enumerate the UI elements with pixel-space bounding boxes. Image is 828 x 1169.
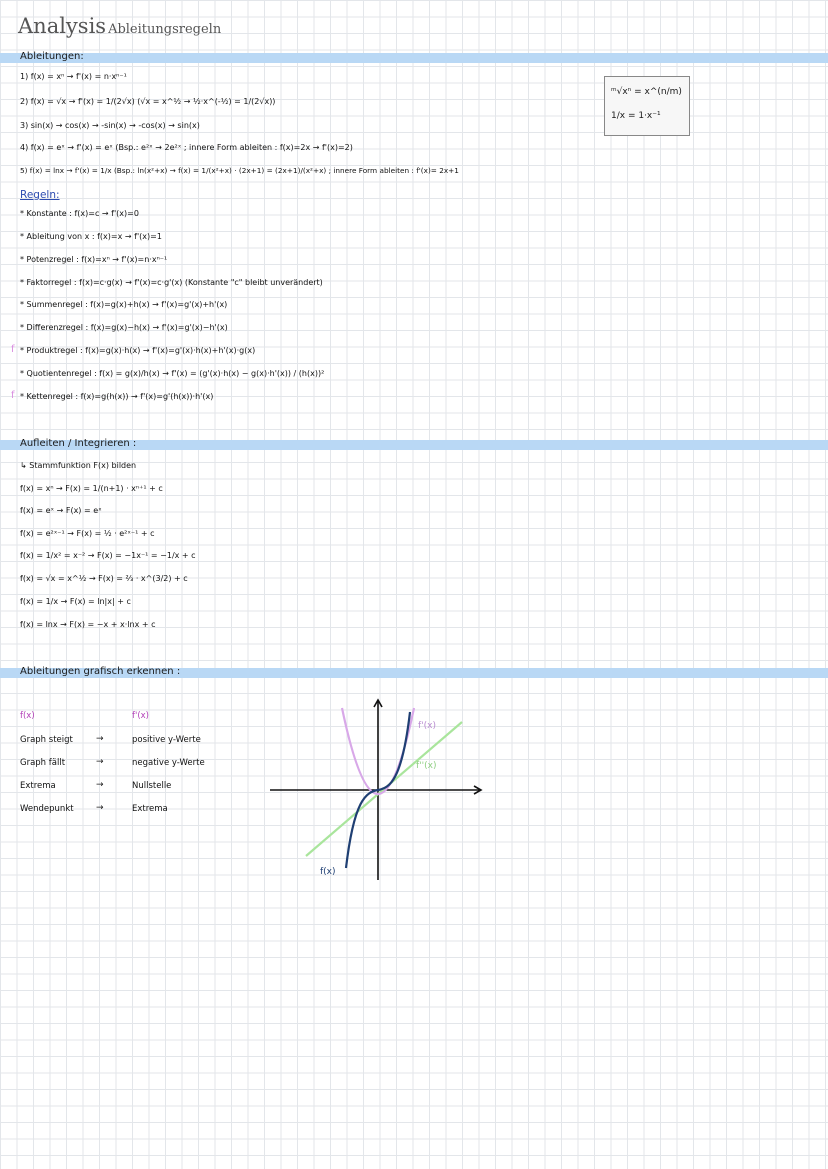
title-subtitle: Ableitungsregeln [108, 22, 222, 37]
aufleiten-wurzel: f(x) = √x = x^½ → F(x) = ⅔ · x^(3/2) + c [20, 574, 188, 583]
regel-potenz: * Potenzregel : f(x)=xⁿ → f'(x)=n·xⁿ⁻¹ [20, 255, 168, 264]
heading-regeln: Regeln: [20, 189, 60, 201]
heading-grafisch: Ableitungen grafisch erkennen : [20, 666, 181, 677]
aufleiten-reziprok: f(x) = 1/x → F(x) = ln|x| + c [20, 597, 131, 606]
ableitung-rule-5: 5) f(x) = lnx → f'(x) = 1/x (Bsp.: ln(x²+x) → f(x) = 1/(x²+x) · (2x+1) = (2x+1)/(x²+x) ; innere Form ableiten : f'(x)= 2x+1 [20, 166, 459, 175]
label-f2: f''(x) [416, 761, 437, 771]
regel-differenz: * Differenzregel : f(x)=g(x)−h(x) → f'(x)=g'(x)−h'(x) [20, 323, 228, 332]
col-header-fprime: f'(x) [132, 711, 149, 721]
regel-faktor: * Faktorregel : f(x)=c·g(x) → f'(x)=c·g'(x) (Konstante "c" bleibt unverändert) [20, 278, 323, 287]
regel-summe: * Summenregel : f(x)=g(x)+h(x) → f'(x)=g'(x)+h'(x) [20, 300, 228, 309]
formula-box [604, 76, 690, 136]
row-right-4: Extrema [132, 804, 168, 814]
regel-kette: * Kettenregel : f(x)=g(h(x)) → f'(x)=g'(h(x))·h'(x) [20, 392, 214, 401]
row-right-3: Nullstelle [132, 781, 172, 791]
label-f: f(x) [320, 867, 336, 877]
row-left-3: Extrema [20, 781, 56, 791]
heading-aufleiten: Aufleiten / Integrieren : [20, 438, 137, 449]
aufleiten-reziprok-quadrat: f(x) = 1/x² = x⁻² → F(x) = −1x⁻¹ = −1/x + c [20, 551, 196, 560]
regel-quotient: * Quotientenregel : f(x) = g(x)/h(x) → f'(x) = (g'(x)·h(x) − g(x)·h'(x)) / (h(x))² [20, 369, 325, 378]
ableitung-rule-3: 3) sin(x) → cos(x) → -sin(x) → -cos(x) → sin(x) [20, 121, 200, 130]
box-reciprocal-rule: 1/x = 1·x⁻¹ [611, 111, 661, 121]
aufleiten-stammfunktion: ↳ Stammfunktion F(x) bilden [20, 461, 137, 470]
ableitung-rule-4: 4) f(x) = eˣ → f'(x) = eˣ (Bsp.: e²ˣ → 2e²ˣ ; innere Form ableiten : f(x)=2x → f'(x)=2) [20, 143, 353, 152]
marker-produkt: f [11, 344, 15, 355]
title-main: Analysis [18, 14, 107, 38]
row-right-1: positive y-Werte [132, 735, 201, 745]
aufleiten-exp-kette: f(x) = e²ˣ⁻¹ → F(x) = ½ · e²ˣ⁻¹ + c [20, 529, 155, 538]
ableitung-rule-2: 2) f(x) = √x → f'(x) = 1/(2√x) (√x = x^½ → ½·x^(-½) = 1/(2√x)) [20, 97, 276, 106]
label-f1: f'(x) [418, 721, 436, 731]
aufleiten-potenz: f(x) = xⁿ → F(x) = 1/(n+1) · xⁿ⁺¹ + c [20, 484, 163, 493]
regel-ableitung-x: * Ableitung von x : f(x)=x → f'(x)=1 [20, 232, 162, 241]
regel-produkt: * Produktregel : f(x)=g(x)·h(x) → f'(x)=g'(x)·h(x)+h'(x)·g(x) [20, 346, 256, 355]
col-header-f: f(x) [20, 711, 35, 721]
section-band-ableitungen [0, 53, 828, 63]
ableitung-rule-1: 1) f(x) = xⁿ → f'(x) = n·xⁿ⁻¹ [20, 72, 127, 81]
row-left-4: Wendepunkt [20, 804, 74, 814]
row-arrow-3: → [96, 780, 104, 790]
regel-konstante: * Konstante : f(x)=c → f'(x)=0 [20, 209, 139, 218]
aufleiten-exp: f(x) = eˣ → F(x) = eˣ [20, 506, 102, 515]
derivative-graph [270, 690, 490, 890]
row-right-2: negative y-Werte [132, 758, 205, 768]
heading-ableitungen: Ableitungen: [20, 51, 84, 62]
row-arrow-4: → [96, 803, 104, 813]
aufleiten-ln: f(x) = lnx → F(x) = −x + x·lnx + c [20, 620, 156, 629]
row-left-1: Graph steigt [20, 735, 73, 745]
row-arrow-1: → [96, 734, 104, 744]
row-left-2: Graph fällt [20, 758, 66, 768]
page-title [18, 14, 221, 38]
row-arrow-2: → [96, 757, 104, 767]
marker-kette: f [11, 390, 15, 401]
box-root-rule: ᵐ√xⁿ = x^(n/m) [611, 87, 682, 97]
